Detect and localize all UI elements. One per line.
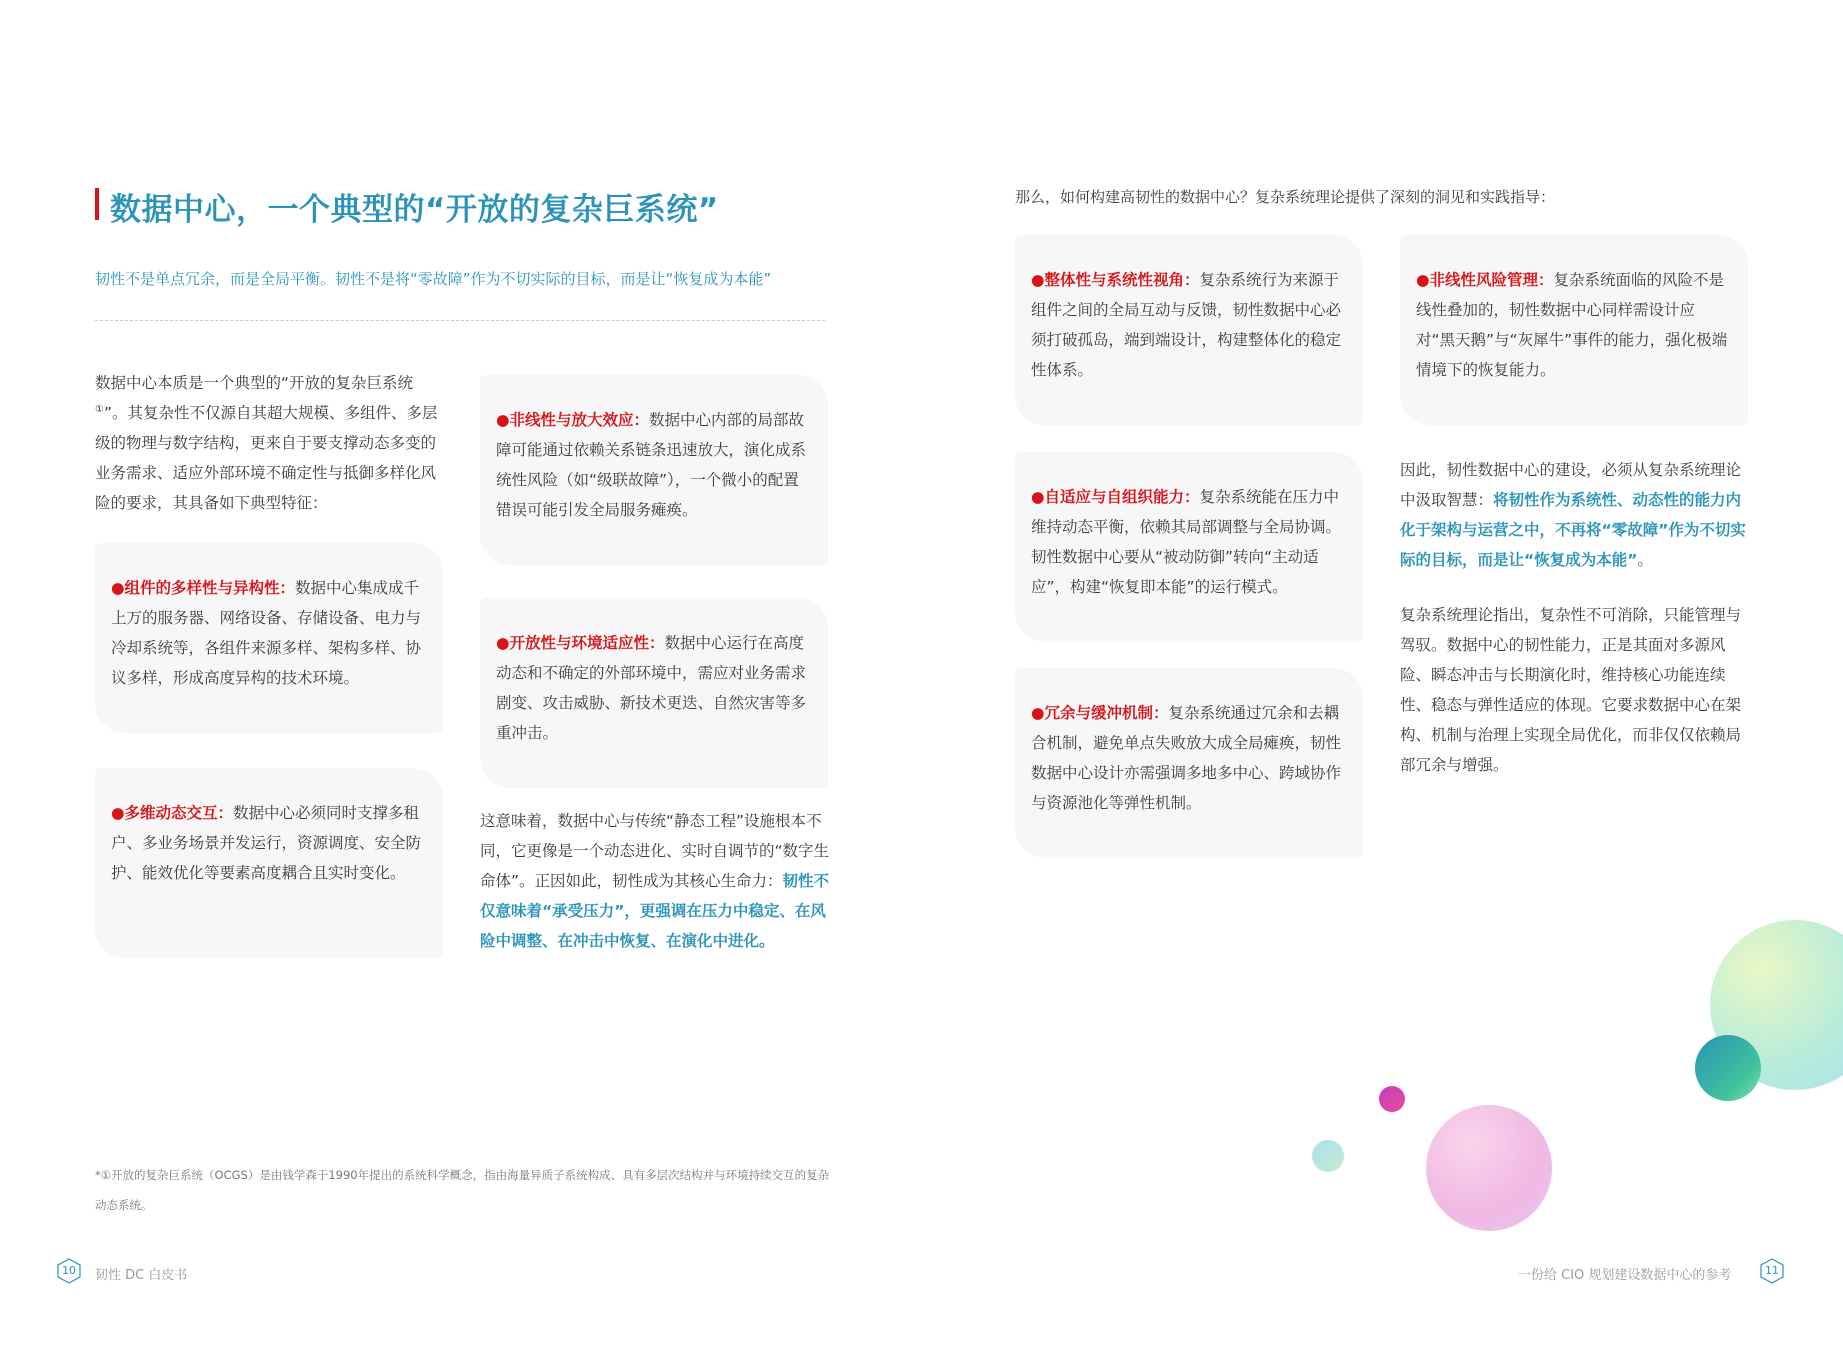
closing-text: 这意味着，数据中心与传统“静态工程”设施根本不同，它更像是一个动态进化、实时自调节的“数字生命体”。正因如此，韧性成为其核心生命力： (480, 812, 830, 890)
footer-label-left: 韧性 DC 白皮书 (95, 1268, 188, 1283)
conclusion-text: 因此，韧性数据中心的建设，必须从复杂系统理论中汲取智慧： (1400, 461, 1742, 509)
decorative-circle-pink (1426, 1105, 1552, 1231)
card-body: 数据中心运行在高度动态和不确定的外部环境中，需应对业务需求剧变、攻击威胁、新技术更迭、自然灾害等多重冲击。 (496, 634, 807, 742)
theory-paragraph: 复杂系统理论指出，复杂性不可消除，只能管理与驾驭。数据中心的韧性能力，正是其面对多源风险、瞬态冲击与长期演化时，维持核心功能连续性、稳态与弹性适应的体现。它要求数据中心在架构、机制与治理上实现全局优化，而非仅仅依赖局部冗余与增强。 (1400, 606, 1742, 774)
decorative-circle-teal (1695, 1035, 1761, 1101)
intro-text-1: 数据中心本质是一个典型的“开放的复杂巨系统 (95, 374, 414, 392)
feature-card-dynamic-interaction (95, 768, 443, 958)
card-title: 非线性与放大效应： (509, 411, 650, 429)
page-number-badge-left (57, 1258, 81, 1284)
decorative-circle-magenta (1379, 1086, 1405, 1112)
insight-card-nonlinear-risk (1400, 235, 1748, 425)
closing-highlight: 韧性不仅意味着“承受压力”，更强调在压力中稳定、在风险中调整、在冲击中恢复、在演化中进化。 (480, 872, 830, 950)
bullet-dot: ● (111, 804, 125, 822)
bullet-dot: ● (1031, 704, 1045, 722)
conclusion-paragraph (1400, 455, 1750, 575)
closing-paragraph (480, 806, 830, 956)
insight-card-holistic (1015, 235, 1363, 425)
card-title: 多维动态交互： (124, 804, 234, 822)
page-title: 数据中心，一个典型的“开放的复杂巨系统” (110, 192, 719, 228)
page-number-left: 10 (62, 1264, 76, 1277)
footer-label-right: 一份给 CIO 规划建设数据中心的参考 (1518, 1268, 1732, 1283)
intro-paragraph (95, 368, 445, 518)
bullet-dot: ● (496, 411, 510, 429)
page-subtitle: 韧性不是单点冗余，而是全局平衡。韧性不是将“零故障”作为不切实际的目标，而是让“恢复成为本能” (95, 270, 772, 288)
card-body: 数据中心必须同时支撑多租户、多业务场景并发运行，资源调度、安全防护、能效优化等要素高度耦合且实时变化。 (111, 804, 422, 882)
card-body: 数据中心集成成千上万的服务器、网络设备、存储设备、电力与冷却系统等，各组件来源多样、架构多样、协议多样，形成高度异构的技术环境。 (111, 579, 422, 687)
insight-card-redundancy (1015, 668, 1363, 858)
card-title: 自适应与自组织能力： (1044, 488, 1200, 506)
title-accent-bar (95, 188, 99, 220)
feature-card-nonlinearity (480, 375, 828, 565)
bullet-dot: ● (496, 634, 510, 652)
conclusion-highlight: 将韧性作为系统性、动态性的能力内化于架构与运营之中，不再将“零故障”作为不切实际的目标，而是让“恢复成为本能” (1400, 491, 1746, 569)
card-title: 开放性与环境适应性： (509, 634, 665, 652)
card-title: 非线性风险管理： (1429, 271, 1554, 289)
conclusion-end: 。 (1637, 551, 1653, 569)
right-intro: 那么，如何构建高韧性的数据中心？复杂系统理论提供了深刻的洞见和实践指导： (1015, 188, 1556, 206)
card-title: 组件的多样性与异构性： (124, 579, 296, 597)
card-body: 数据中心内部的局部故障可能通过依赖关系链条迅速放大，演化成系统性风险（如“级联故障”），一个微小的配置错误可能引发全局服务瘫痪。 (496, 411, 807, 519)
insight-card-adaptive (1015, 452, 1363, 642)
feature-card-openness (480, 598, 828, 788)
footnote: *①开放的复杂巨系统（OCGS）是由钱学森于1990年提出的系统科学概念，指由海量异质子系统构成、具有多层次结构并与环境持续交互的复杂动态系统。 (95, 1168, 830, 1212)
card-body: 复杂系统面临的风险不是线性叠加的，韧性数据中心同样需设计应对“黑天鹅”与“灰犀牛”事件的能力，强化极端情境下的恢复能力。 (1416, 271, 1728, 379)
dashed-divider (95, 320, 825, 321)
footnote-ref: ① (95, 403, 104, 415)
card-body: 复杂系统行为来源于组件之间的全局互动与反馈，韧性数据中心必须打破孤岛，端到端设计，构建整体化的稳定性体系。 (1031, 271, 1342, 379)
card-body: 复杂系统通过冗余和去耦合机制，避免单点失败放大成全局瘫痪，韧性数据中心设计亦需强调多地多中心、跨域协作与资源池化等弹性机制。 (1031, 704, 1342, 812)
card-body: 复杂系统能在压力中维持动态平衡，依赖其局部调整与全局协调。韧性数据中心要从“被动防御”转向“主动适应”，构建“恢复即本能”的运行模式。 (1031, 488, 1342, 596)
bullet-dot: ● (1031, 271, 1045, 289)
bullet-dot: ● (1416, 271, 1430, 289)
card-title: 整体性与系统性视角： (1044, 271, 1200, 289)
intro-text-2: ”。其复杂性不仅源自其超大规模、多组件、多层级的物理与数字结构，更来自于要支撑动态多变的业务需求、适应外部环境不确定性与抵御多样化风险的要求，其具备如下典型特征： (95, 404, 438, 512)
card-title: 冗余与缓冲机制： (1044, 704, 1169, 722)
bullet-dot: ● (111, 579, 125, 597)
page-number-badge-right (1760, 1258, 1784, 1284)
feature-card-diversity (95, 543, 443, 733)
bullet-dot: ● (1031, 488, 1045, 506)
page-number-right: 11 (1765, 1264, 1779, 1277)
decorative-circle-lightblue (1312, 1140, 1344, 1172)
